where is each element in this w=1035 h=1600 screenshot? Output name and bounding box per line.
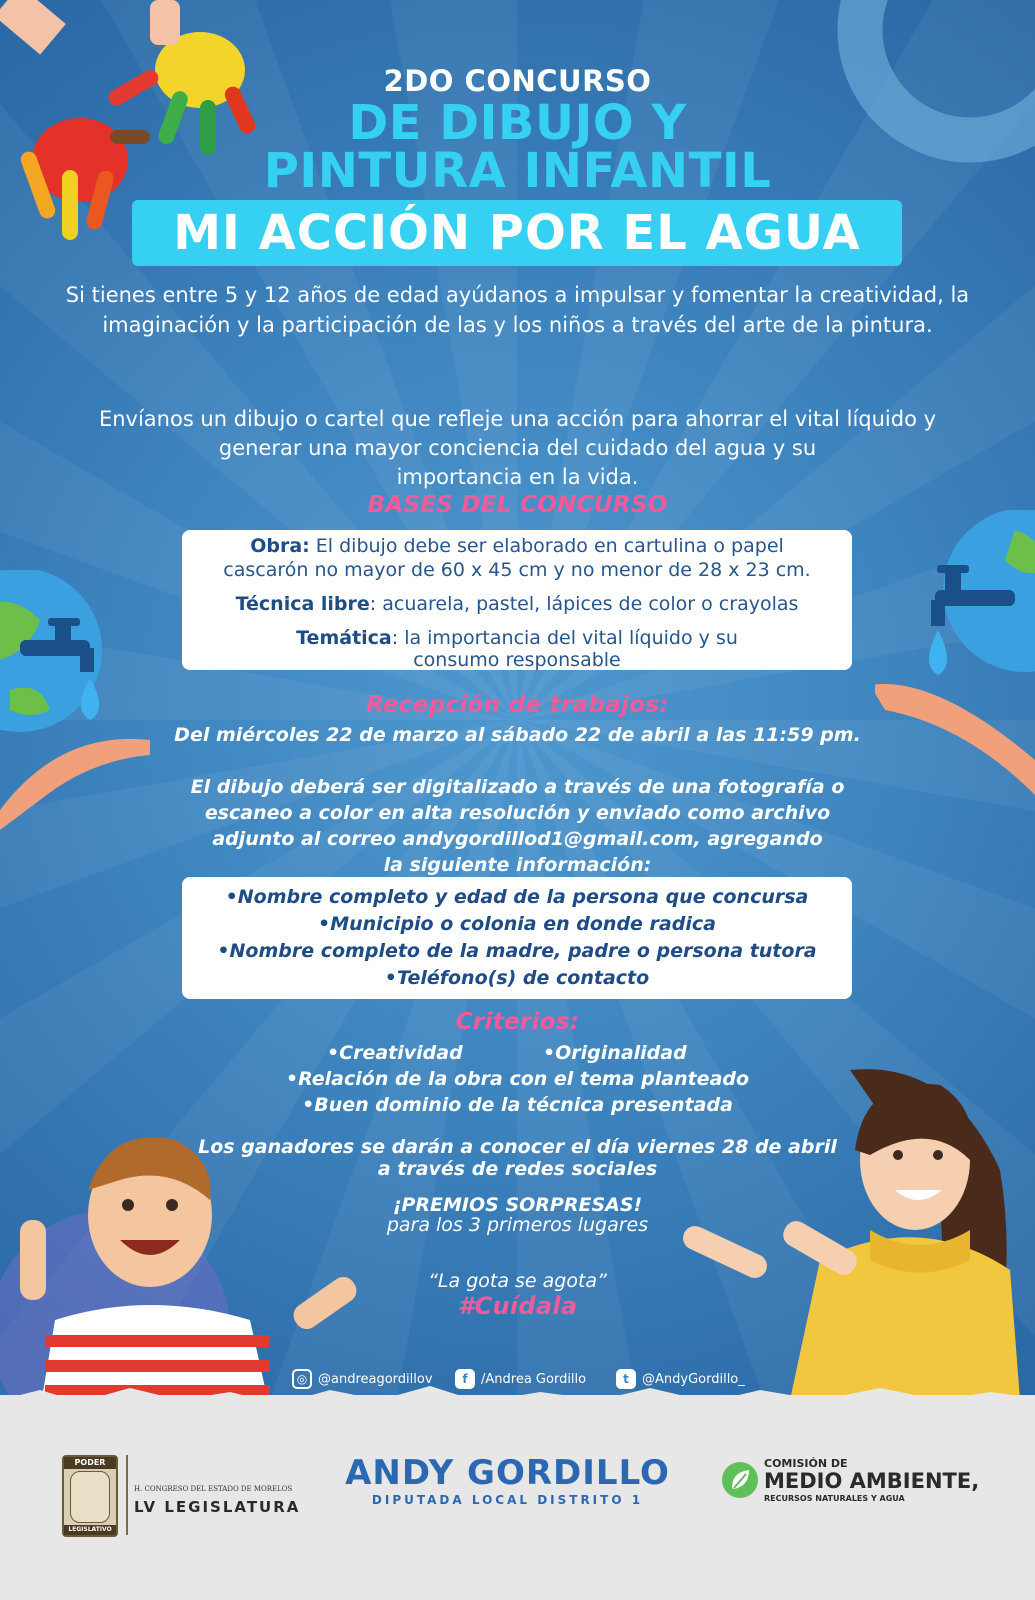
slogan-quote: “La gota se agota”: [428, 1270, 607, 1292]
bases-tematica-line-1: [182, 626, 852, 650]
legislatura-text: LV LEGISLATURA: [134, 1498, 301, 1516]
hashtag: #Cuídala: [457, 1292, 578, 1320]
social-facebook-handle: /Andrea Gordillo: [481, 1371, 587, 1387]
bases-tecnica-text: : acuarela, pastel, lápices de color o crayolas: [369, 593, 799, 615]
bases-tecnica-label: Técnica libre: [235, 593, 370, 615]
ganadores-line-1: Los ganadores se darán a conocer el día viernes 28 de abril: [198, 1136, 837, 1158]
intro-line-2: imaginación y la participación de las y los niños a través del arte de la pintura.: [102, 313, 933, 337]
ganadores-line-2: a través de redes sociales: [377, 1158, 658, 1180]
intro-line-1: Si tienes entre 5 y 12 años de edad ayúdanos a impulsar y fomentar la creatividad, la: [65, 283, 970, 307]
criterio-originalidad: •Originalidad: [543, 1042, 687, 1064]
social-instagram-handle: @andreagordillov: [318, 1371, 433, 1387]
premios-subtext: para los 3 primeros lugares: [386, 1214, 649, 1236]
title-line-2: PINTURA INFANTIL: [263, 143, 772, 199]
premios-heading: ¡PREMIOS SORPRESAS!: [392, 1194, 643, 1216]
andy-gordillo-logo: ANDY GORDILLO: [345, 1453, 670, 1493]
comision-line-3: RECURSOS NATURALES Y AGUA: [764, 1494, 905, 1503]
recepcion-text-line-4: la siguiente información:: [383, 854, 652, 876]
congreso-text: H. CONGRESO DEL ESTADO DE MORELOS: [134, 1485, 293, 1493]
criterio-relacion: •Relación de la obra con el tema planteado: [285, 1068, 750, 1090]
list-item: •Municipio o colonia en donde radica: [318, 913, 716, 935]
bases-tecnica-line: [182, 592, 852, 616]
intro2-line-1: Envíanos un dibujo o cartel que refleje una acción para ahorrar el vital líquido y: [98, 407, 937, 431]
list-item: •Nombre completo de la madre, padre o persona tutora: [217, 940, 817, 962]
bases-obra-line-2: cascarón no mayor de 60 x 45 cm y no menor de 28 x 23 cm.: [223, 559, 811, 581]
facebook-icon: f: [455, 1369, 475, 1389]
bases-obra-line-1: [182, 534, 852, 558]
recepcion-heading: Recepción de trabajos:: [366, 692, 669, 718]
criterio-creatividad: •Creatividad: [327, 1042, 463, 1064]
instagram-icon: ◎: [292, 1369, 312, 1389]
bases-heading: BASES DEL CONCURSO: [367, 492, 668, 518]
title-contest-number: 2DO CONCURSO: [383, 64, 652, 98]
list-item: •Teléfono(s) de contacto: [384, 967, 650, 989]
title-banner: [132, 200, 902, 266]
social-twitter-handle: @AndyGordillo_: [642, 1371, 745, 1387]
bases-tematica-label: Temática: [296, 627, 392, 649]
comision-line-2: MEDIO AMBIENTE,: [764, 1469, 980, 1493]
leaf-icon: [722, 1462, 758, 1498]
title-line-1: DE DIBUJO Y: [348, 95, 687, 151]
recepcion-text-line-3: adjunto al correo andygordillod1@gmail.com, agregando: [212, 828, 823, 850]
twitter-icon: t: [616, 1369, 636, 1389]
footer: [0, 1395, 1035, 1600]
recepcion-text-line-1: El dibujo deberá ser digitalizado a través de una fotografía o: [190, 776, 845, 798]
criterio-tecnica: •Buen dominio de la técnica presentada: [302, 1094, 733, 1116]
recepcion-text-line-2: escaneo a color en alta resolución y enviado como archivo: [204, 802, 831, 824]
andy-gordillo-subtitle: DIPUTADA LOCAL DISTRITO 1: [371, 1493, 644, 1507]
criterios-heading: Criterios:: [455, 1009, 580, 1035]
bases-tematica-text: : la importancia del vital líquido y su: [391, 627, 738, 649]
bases-box: [182, 530, 852, 670]
bases-tematica-line-2: consumo responsable: [413, 649, 621, 671]
intro2-line-2: generar una mayor conciencia del cuidado del agua y su: [218, 436, 817, 460]
seal-top-text: PODER: [64, 1457, 116, 1469]
bases-obra-text: El dibujo debe ser elaborado en cartulina o papel: [309, 535, 784, 557]
title-banner-text: MI ACCIÓN POR EL AGUA: [173, 205, 861, 261]
seal-bottom-text: LEGISLATIVO: [64, 1525, 116, 1535]
requirements-box: [182, 877, 852, 999]
recepcion-dates: Del miércoles 22 de marzo al sábado 22 de abril a las 11:59 pm.: [174, 724, 861, 746]
bases-obra-label: Obra:: [250, 535, 310, 557]
comision-line-1: COMISIÓN DE: [764, 1457, 848, 1470]
earth-faucet-right-image: [875, 510, 1035, 810]
intro2-line-3: importancia en la vida.: [396, 465, 639, 489]
boy-image: [0, 1120, 370, 1410]
legislature-seal-logo: [62, 1455, 118, 1537]
list-item: •Nombre completo y edad de la persona que concursa: [225, 886, 809, 908]
